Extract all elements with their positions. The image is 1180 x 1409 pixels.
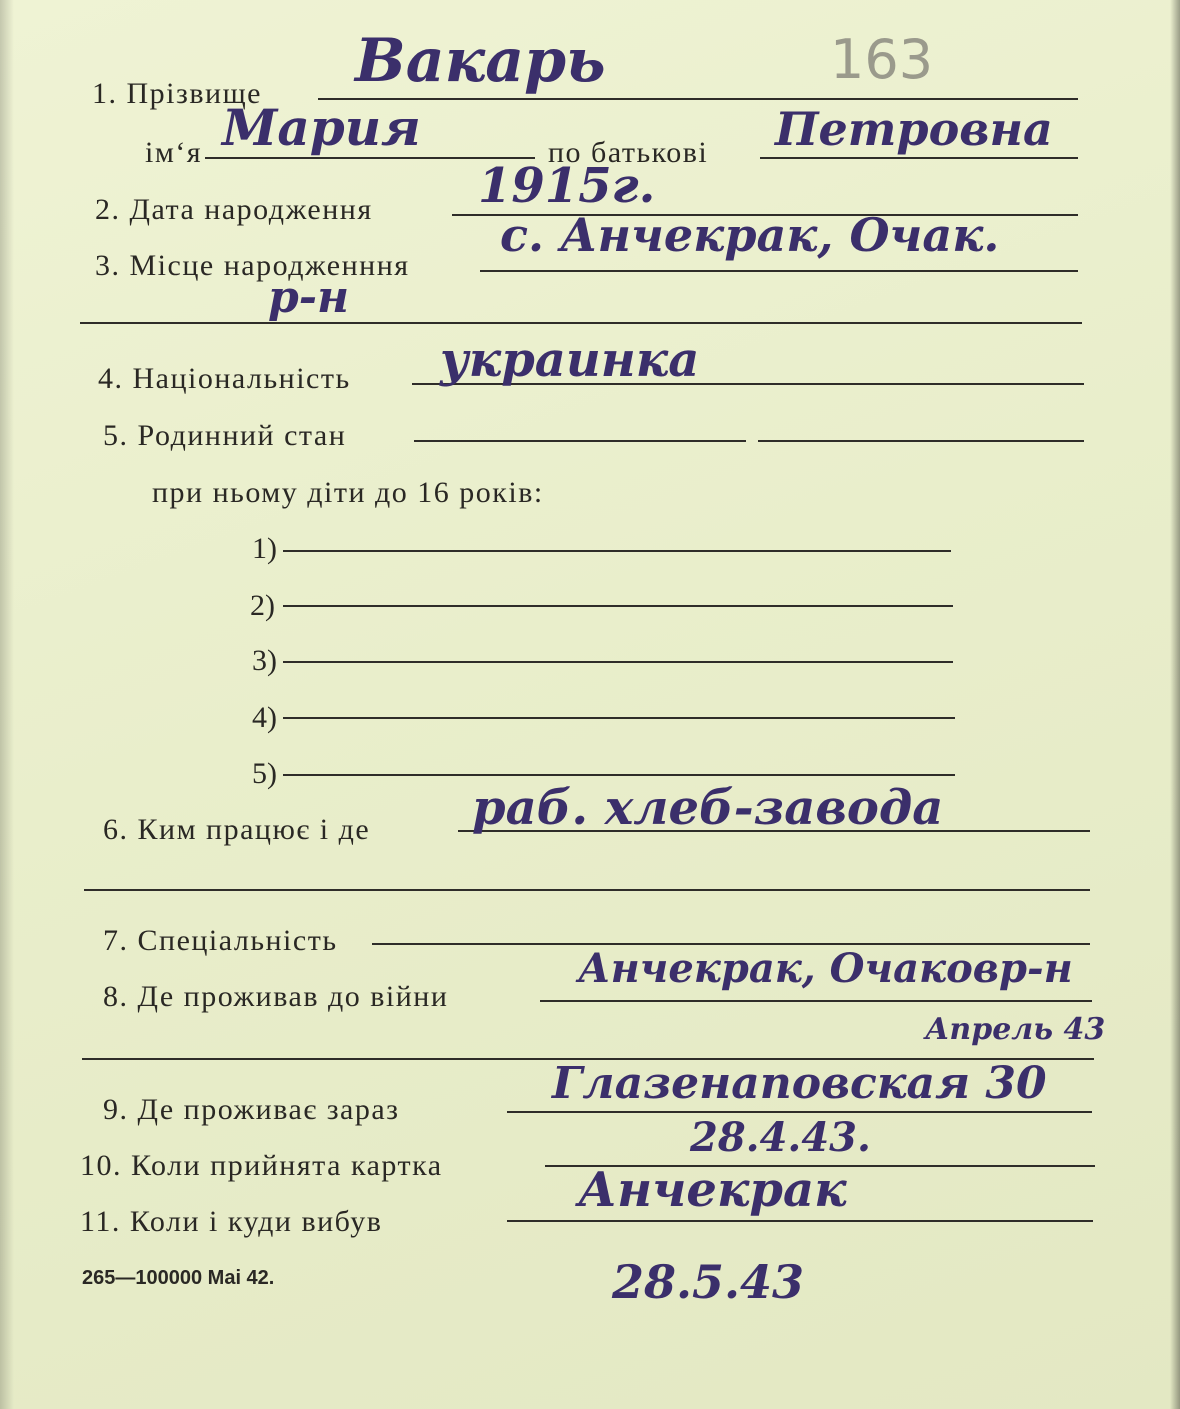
line-workplace-2 bbox=[84, 889, 1090, 891]
line-child-2 bbox=[283, 605, 953, 607]
label-birth-place: 3. Місце народженння bbox=[95, 249, 410, 282]
value-card-accepted: 28.4.43. bbox=[690, 1114, 871, 1161]
label-first-name: ім‘я bbox=[145, 136, 203, 169]
label-child-1: 1) bbox=[252, 532, 277, 565]
line-current-residence bbox=[507, 1111, 1092, 1113]
value-prewar-residence: Анчекрак, Очаковр-н bbox=[578, 945, 1073, 992]
label-child-4: 4) bbox=[252, 701, 277, 734]
line-surname bbox=[318, 98, 1078, 100]
label-family-status: 5. Родинний стан bbox=[103, 419, 347, 452]
label-prewar-residence: 8. Де проживав до війни bbox=[103, 980, 449, 1013]
value-birth-date: 1915г. bbox=[478, 158, 656, 214]
line-family-status-b bbox=[758, 440, 1084, 442]
line-child-4 bbox=[283, 717, 955, 719]
value-first-name: Мария bbox=[222, 98, 421, 157]
value-departure: Анчекрак bbox=[578, 1162, 847, 1218]
label-current-residence: 9. Де проживає зараз bbox=[103, 1093, 400, 1126]
line-departure bbox=[507, 1220, 1093, 1222]
value-nationality: украинка bbox=[440, 332, 700, 388]
card-number-pencil: 163 bbox=[830, 28, 934, 91]
line-prewar-residence bbox=[540, 1000, 1092, 1002]
print-code: 265—100000 Mai 42. bbox=[82, 1267, 275, 1289]
label-child-2: 2) bbox=[250, 589, 275, 622]
value-prewar-residence-line2: Апрель 43 bbox=[925, 1012, 1106, 1047]
label-nationality: 4. Національність bbox=[98, 362, 351, 395]
label-child-5: 5) bbox=[252, 757, 277, 790]
value-patronymic: Петровна bbox=[775, 102, 1053, 156]
line-child-3 bbox=[283, 661, 953, 663]
line-family-status-a bbox=[414, 440, 746, 442]
label-card-accepted: 10. Коли прийнята картка bbox=[80, 1149, 443, 1182]
value-departure-date: 28.5.43 bbox=[612, 1255, 805, 1309]
value-workplace: раб. хлеб-завода bbox=[472, 780, 944, 836]
children-heading: при ньому діти до 16 років: bbox=[152, 476, 544, 509]
label-surname: 1. Прізвище bbox=[92, 77, 262, 110]
value-birth-place-line2: р-н bbox=[268, 272, 350, 323]
label-workplace: 6. Ким працює і де bbox=[103, 813, 371, 846]
label-patronymic: по батькові bbox=[548, 136, 709, 169]
line-child-1 bbox=[283, 550, 951, 552]
label-departure: 11. Коли і куди вибув bbox=[80, 1205, 383, 1238]
label-child-3: 3) bbox=[252, 644, 277, 677]
value-current-residence: Глазенаповская 30 bbox=[552, 1058, 1047, 1109]
value-surname: Вакарь bbox=[355, 26, 606, 96]
value-birth-place: с. Анчекрак, Очак. bbox=[500, 208, 1000, 262]
line-patronymic bbox=[760, 157, 1078, 159]
line-birth-place bbox=[480, 270, 1078, 272]
line-birth-place-2 bbox=[80, 322, 1082, 324]
label-birth-date: 2. Дата народження bbox=[95, 193, 373, 226]
label-speciality: 7. Спеціальність bbox=[103, 924, 338, 957]
line-child-5 bbox=[283, 774, 955, 776]
